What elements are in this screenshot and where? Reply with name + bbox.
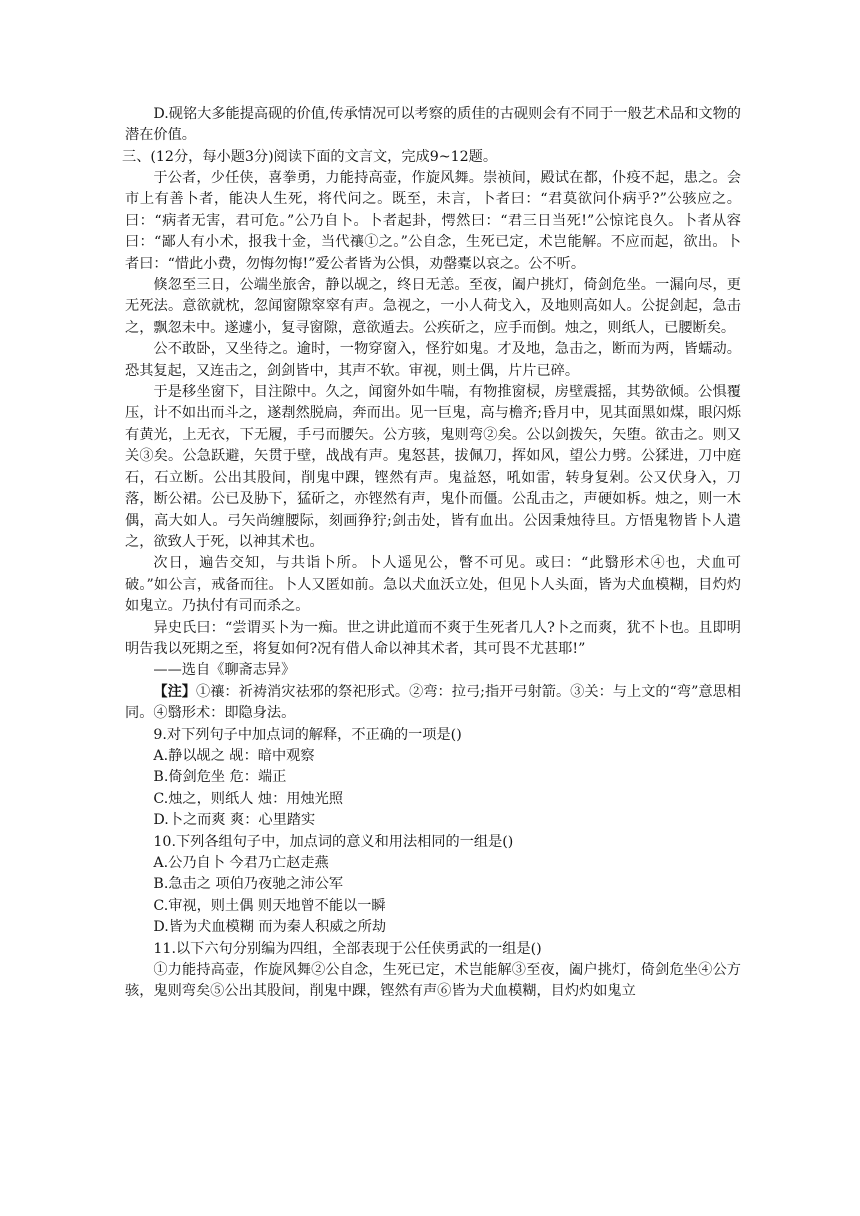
passage-paragraph-6: 异史氏曰：“尝谓买卜为一痴。世之讲此道而不爽于生死者几人?卜之而爽，犹不卜也。且即明明告我以死期之至，将复如何?况有借人命以神其术者，其可畏不尤甚耶!” bbox=[125, 619, 741, 657]
question-11 bbox=[125, 939, 741, 1003]
q8-option-d-text: D.砚铭大多能提高砚的价值,传承情况可以考察的质佳的古砚则会有不同于一般艺术品和文物的潜在价值。 bbox=[125, 106, 741, 144]
question-10-option-d: D.皆为犬血模糊 而为秦人积威之所劫 bbox=[153, 919, 387, 936]
q8-option-d bbox=[125, 104, 741, 147]
question-9-option-a: A.静以觇之 觇：暗中观察 bbox=[153, 747, 315, 764]
question-9-stem: 9.对下列句子中加点词的解释，不正确的一项是() bbox=[153, 726, 462, 743]
passage-paragraph-3: 公不敢卧，又坐待之。逾时，一物穿窗入，怪狞如鬼。才及地，急击之，断而为两，皆蠕动。恐其复起，又连击之，剑剑皆中，其声不软。审视，则土偶，片片已碎。 bbox=[125, 341, 741, 379]
classical-passage bbox=[125, 168, 741, 1003]
question-11-stem: 11.以下六句分别编为四组，全部表现于公任侠勇武的一组是() bbox=[153, 940, 542, 957]
section-3-header bbox=[122, 147, 741, 168]
question-10-option-a: A.公乃自卜 今君乃亡赵走燕 bbox=[153, 855, 329, 871]
question-9 bbox=[125, 725, 741, 832]
question-10-stem: 10.下列各组句子中，加点词的意义和用法相同的一组是() bbox=[153, 833, 514, 850]
passage-paragraph-2: 倏忽至三日，公端坐旅舍，静以觇之，终日无恙。至夜，阖户挑灯，倚剑危坐。一漏向尽，更无死法。意欲就枕，忽闻窗隙窣窣有声。急视之，一小人荷戈入，及地则高如人。公捉剑起，急击之，飘忽未中。遂遽小，复寻窗隙，意欲遁去。公疾斫之，应手而倒。烛之，则纸人，已腰断矣。 bbox=[125, 277, 741, 336]
passage-paragraph-5: 次日，遍告交知，与共诣卜所。卜人遥见公，瞥不可见。或曰：“此翳形术④也，犬血可破。”如公言，戒备而往。卜人又匿如前。急以犬血沃立处，但见卜人头面，皆为犬血模糊，目灼灼如鬼立。乃执付有司而杀之。 bbox=[125, 555, 741, 615]
question-9-option-c: C.烛之，则纸人 烛：用烛光照 bbox=[153, 790, 344, 807]
section-3-header-text: 三、(12分，每小题3分)阅读下面的文言文，完成9~12题。 bbox=[122, 149, 498, 165]
note-label: 【注】 bbox=[153, 683, 197, 700]
question-10-option-c: C.审视，则土偶 则天地曾不能以一瞬 bbox=[153, 897, 386, 914]
question-9-option-d: D.卜之而爽 爽：心里踏实 bbox=[153, 812, 316, 829]
question-10 bbox=[125, 832, 741, 939]
passage-paragraph-4: 于是移坐窗下，目注隙中。久之，闻窗外如牛喘，有物推窗棂，房壁震摇，其势欲倾。公惧覆压，计不如出而斗之，遂剨然脱扃，奔而出。见一巨鬼，高与檐齐;昏月中，见其面黑如煤，眼闪烁有黄光，上无衣，下无履，手弓而腰矢。公方骇，鬼则弯②矣。公以剑拨矢，矢堕。欲击之。则又关③矣。公急跃避，矢贯于壁，战战有声。鬼怒甚，拔佩刀，挥如风，望公力劈。公猱进，刀中庭石，石立断。公出其股间，削鬼中踝，铿然有声。鬼益怒，吼如雷，转身复剁。公又伏身入，刀落，断公裙。公已及胁下，猛斫之，亦铿然有声，鬼仆而僵。公乱击之，声硬如柝。烛之，则一木偶，高大如人。弓矢尚缠腰际，刻画狰狞;剑击处，皆有血出。公因秉烛待旦。方悟鬼物皆卜人遣之，欲致人于死，以神其术也。 bbox=[125, 384, 741, 550]
question-9-option-b: B.倚剑危坐 危：端正 bbox=[153, 769, 287, 786]
passage-paragraph-1: 于公者，少任侠，喜拳勇，力能持高壶，作旋风舞。崇祯间，殿试在都，仆疫不起，患之。会市上有善卜者，能决人生死，将代问之。既至，未言，卜者曰：“君莫欲问仆病乎?”公骇应之。曰：“病者无害，君可危。”公乃自卜。卜者起卦，愕然曰：“君三日当死!”公惊诧良久。卜者从容曰：“鄙人有小术，报我十金，当代禳①之。”公自念，生死已定，术岂能解。不应而起，欲出。卜者曰：“惜此小费，勿悔勿悔!”爱公者皆为公惧，劝罄橐以哀之。公不听。 bbox=[125, 170, 741, 272]
annotation-notes bbox=[125, 682, 741, 725]
passage-source: ——选自《聊斋志异》 bbox=[153, 662, 296, 679]
question-11-items: ①力能持高壶，作旋风舞②公自念，生死已定，术岂能解③至夜，阖户挑灯，倚剑危坐④公方骇，鬼则弯矣⑤公出其股间，削鬼中踝，铿然有声⑥皆为犬血模糊，目灼灼如鬼立 bbox=[125, 962, 741, 1000]
question-10-option-b: B.急击之 项伯乃夜驰之沛公军 bbox=[153, 876, 344, 893]
note-text: ①禳：祈祷消灾祛邪的祭祀形式。②弯：拉弓;指开弓射箭。③关：与上文的“弯”意思相同。④翳形术：即隐身法。 bbox=[125, 683, 741, 722]
